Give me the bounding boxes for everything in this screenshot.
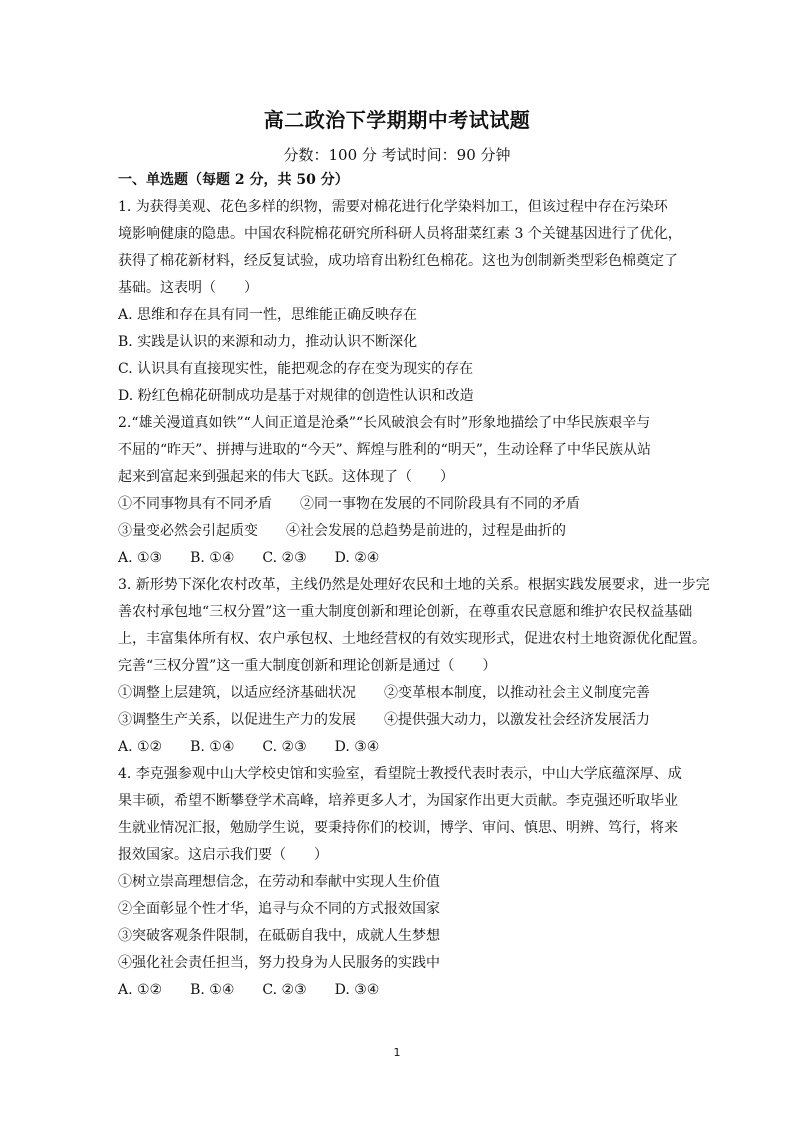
q1-stem-line: 基础。这表明（ ） (118, 280, 258, 296)
q1-stem-line: 获得了棉花新材料，经反复试验，成功培育出粉红色棉花。这也为创制新类型彩色棉奠定了 (118, 253, 678, 269)
q2-stem-line: 2.“雄关漫道真如铁”“人间正道是沧桑”“长风破浪会有时”形象地描绘了中华民族艰辛与 (118, 415, 651, 431)
q2-stem-line: 不屈的“昨天”、拼搏与进取的“今天”、辉煌与胜利的“明天”，生动诠释了中华民族从站 (118, 442, 651, 458)
q1-stem-line: 境影响健康的隐患。中国农科院棉花研究所科研人员将甜菜红素 3 个关键基因进行了优化， (118, 226, 682, 242)
q3-statements-1-2: ①调整上层建筑，以适应经济基础状况 ②变革根本制度，以推动社会主义制度完善 (118, 685, 650, 701)
q2-stem-line: 起来到富起来到强起来的伟大飞跃。这体现了（ ） (118, 469, 454, 485)
q1-stem-line: 1. 为获得美观、花色多样的织物，需要对棉花进行化学染料加工，但该过程中存在污染环 (118, 199, 668, 215)
q1-option-c: C. 认识具有直接现实性，能把观念的存在变为现实的存在 (118, 361, 474, 377)
q1-option-b: B. 实践是认识的来源和动力，推动认识不断深化 (118, 334, 418, 350)
page-number: 1 (393, 1046, 401, 1059)
q1-option-d: D. 粉红色棉花研制成功是基于对规律的创造性认识和改造 (118, 388, 474, 404)
q4-stem-line: 生就业情况汇报，勉励学生说，要秉持你们的校训，博学、审问、慎思、明辨、笃行，将来 (118, 820, 678, 836)
q4-statement-1: ①树立崇高理想信念，在劳动和奉献中实现人生价值 (118, 874, 440, 890)
q3-stem-line: 善农村承包地“三权分置”这一重大制度创新和理论创新，在尊重农民意愿和维护农民权益基础 (118, 604, 693, 620)
q2-statements-3-4: ③量变必然会引起质变 ④社会发展的总趋势是前进的，过程是曲折的 (118, 523, 566, 539)
q3-stem-line: 3. 新形势下深化农村改革，主线仍然是处理好农民和土地的关系。根据实践发展要求，进一步完 (118, 577, 710, 593)
q4-stem-line: 报效国家。这启示我们要（ ） (118, 847, 328, 863)
q4-statement-3: ③突破客观条件限制，在砥砺自我中，成就人生梦想 (118, 928, 440, 944)
q1-option-a: A. 思维和存在具有同一性，思维能正确反映存在 (118, 307, 418, 323)
q3-statements-3-4: ③调整生产关系，以促进生产力的发展 ④提供强大动力，以激发社会经济发展活力 (118, 712, 650, 728)
q4-statement-4: ④强化社会责任担当，努力投身为人民服务的实践中 (118, 955, 440, 971)
q4-answer-choices: A. ①② B. ①④ C. ②③ D. ③④ (118, 982, 380, 998)
q3-stem-line: 上，丰富集体所有权、农户承包权、土地经营权的有效实现形式，促进农村土地资源优化配置。 (118, 631, 706, 647)
exam-title: 高二政治下学期期中考试试题 (263, 108, 531, 132)
section-heading: 一、单选题（每题 2 分，共 50 分） (118, 172, 349, 188)
q4-statement-2: ②全面彰显个性才华，追寻与众不同的方式报效国家 (118, 901, 440, 917)
q3-answer-choices: A. ①② B. ①④ C. ②③ D. ③④ (118, 739, 380, 755)
q4-stem-line: 果丰硕，希望不断攀登学术高峰，培养更多人才，为国家作出更大贡献。李克强还听取毕业 (118, 793, 678, 809)
q3-stem-line: 完善“三权分置”这一重大制度创新和理论创新是通过（ ） (118, 658, 497, 674)
q2-statements-1-2: ①不同事物具有不同矛盾 ②同一事物在发展的不同阶段具有不同的矛盾 (118, 496, 580, 512)
q4-stem-line: 4. 李克强参观中山大学校史馆和实验室，看望院士教授代表时表示，中山大学底蕴深厚、成 (118, 766, 682, 782)
q2-answer-choices: A. ①③ B. ①④ C. ②③ D. ②④ (118, 550, 380, 566)
score-and-time-info: 分数：100 分 考试时间：90 分钟 (283, 146, 511, 164)
